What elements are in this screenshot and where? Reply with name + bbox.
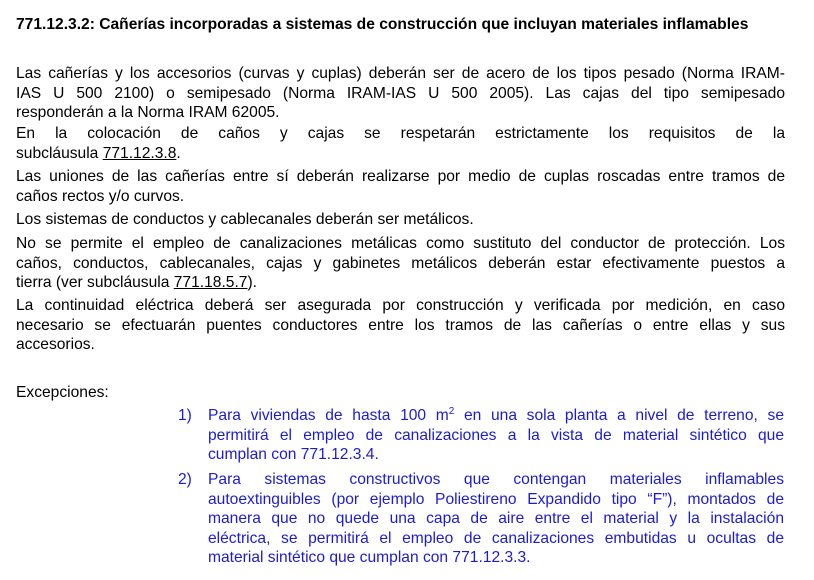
text-line: cumplan con 771.12.3.4.: [208, 446, 379, 464]
subclause-link-771-12-3-8[interactable]: 771.12.3.8: [102, 144, 177, 162]
section-number: 771.12.3.2:: [16, 16, 95, 33]
text-line: autoextinguibles (por ejemplo Poliestireno Expandido tipo “F”), montados de: [208, 490, 784, 508]
text-line: necesario se efectuarán puentes conductores entre los tramos de las cañerías o entre ellas y sus: [16, 316, 785, 334]
text-line: [16, 273, 785, 293]
exception-number: 1): [178, 407, 192, 424]
paragraph-grounding: [16, 234, 785, 293]
text-line: manera que no quede una capa de aire entre el material y la instalación: [208, 510, 784, 528]
text-line: La continuidad eléctrica deberá ser asegurada por construcción y verificada por medición, en caso: [16, 297, 785, 314]
paragraph-placement: [16, 124, 785, 163]
exception-item-2: [178, 470, 784, 570]
text-line: responderán a la Norma IRAM 62005.: [16, 104, 280, 122]
text-line: [16, 144, 785, 164]
exception-number: 2): [178, 471, 192, 488]
exception-item-1: [178, 406, 784, 466]
exception-text: [208, 470, 784, 568]
text-line: [208, 406, 784, 426]
text-fragment: en una sola planta a nivel de terreno, se: [454, 407, 784, 424]
text-fragment: .: [176, 144, 181, 162]
paragraph-materials: [16, 64, 785, 123]
text-fragment: subcláusula: [16, 144, 103, 162]
text-line: permitirá el empleo de canalizaciones a la vista de material sintético que: [208, 426, 784, 444]
text-line: Los sistemas de conductos y cablecanales deberán ser metálicos.: [16, 211, 474, 228]
section-title: Cañerías incorporadas a sistemas de construcción que incluyan materiales inflamables: [99, 16, 749, 33]
text-line: Para sistemas constructivos que contengan materiales inflamables: [208, 471, 784, 488]
section-heading: [16, 15, 785, 34]
text-line: eléctrica, se permitirá el empleo de canalizaciones embutidas u ocultas de: [208, 529, 784, 547]
paragraph-continuity: [16, 296, 785, 355]
exceptions-title: Excepciones:: [16, 384, 109, 401]
text-line: Las cañerías y los accesorios (curvas y cuplas) deberán ser de acero de los tipos pesado (Norma IRAM-: [16, 65, 785, 82]
subclause-link-771-18-5-7[interactable]: 771.18.5.7: [173, 274, 248, 292]
text-line: accesorios.: [16, 336, 95, 354]
paragraph-unions: [16, 167, 785, 206]
text-line: Las uniones de las cañerías entre sí deberán realizarse por medio de cuplas roscadas entre tramos de: [16, 168, 785, 185]
text-line: No se permite el empleo de canalizaciones metálicas como sustituto del conductor de protección. Los: [16, 235, 785, 252]
text-line: IAS U 500 2100) o semipesado (Norma IRAM-IAS U 500 2005). Las cajas del tipo semipesado: [16, 84, 785, 102]
text-line: caños rectos y/o curvos.: [16, 187, 185, 205]
text-fragment: Para viviendas de hasta 100 m: [208, 407, 449, 424]
text-line: caños, conductos, cablecanales, cajas y gabinetes metálicos deberán estar efectivamente puestos a: [16, 254, 785, 272]
superscript: 2: [448, 406, 455, 417]
exception-text: [208, 406, 784, 465]
text-fragment: ).: [247, 274, 257, 292]
text-line: En la colocación de caños y cajas se respetarán estrictamente los requisitos de la: [16, 125, 785, 142]
text-fragment: tierra (ver subcláusula: [16, 274, 174, 292]
paragraph-metallic-systems: [16, 210, 785, 230]
text-line: material sintético que cumplan con 771.12.3.3.: [208, 549, 531, 567]
